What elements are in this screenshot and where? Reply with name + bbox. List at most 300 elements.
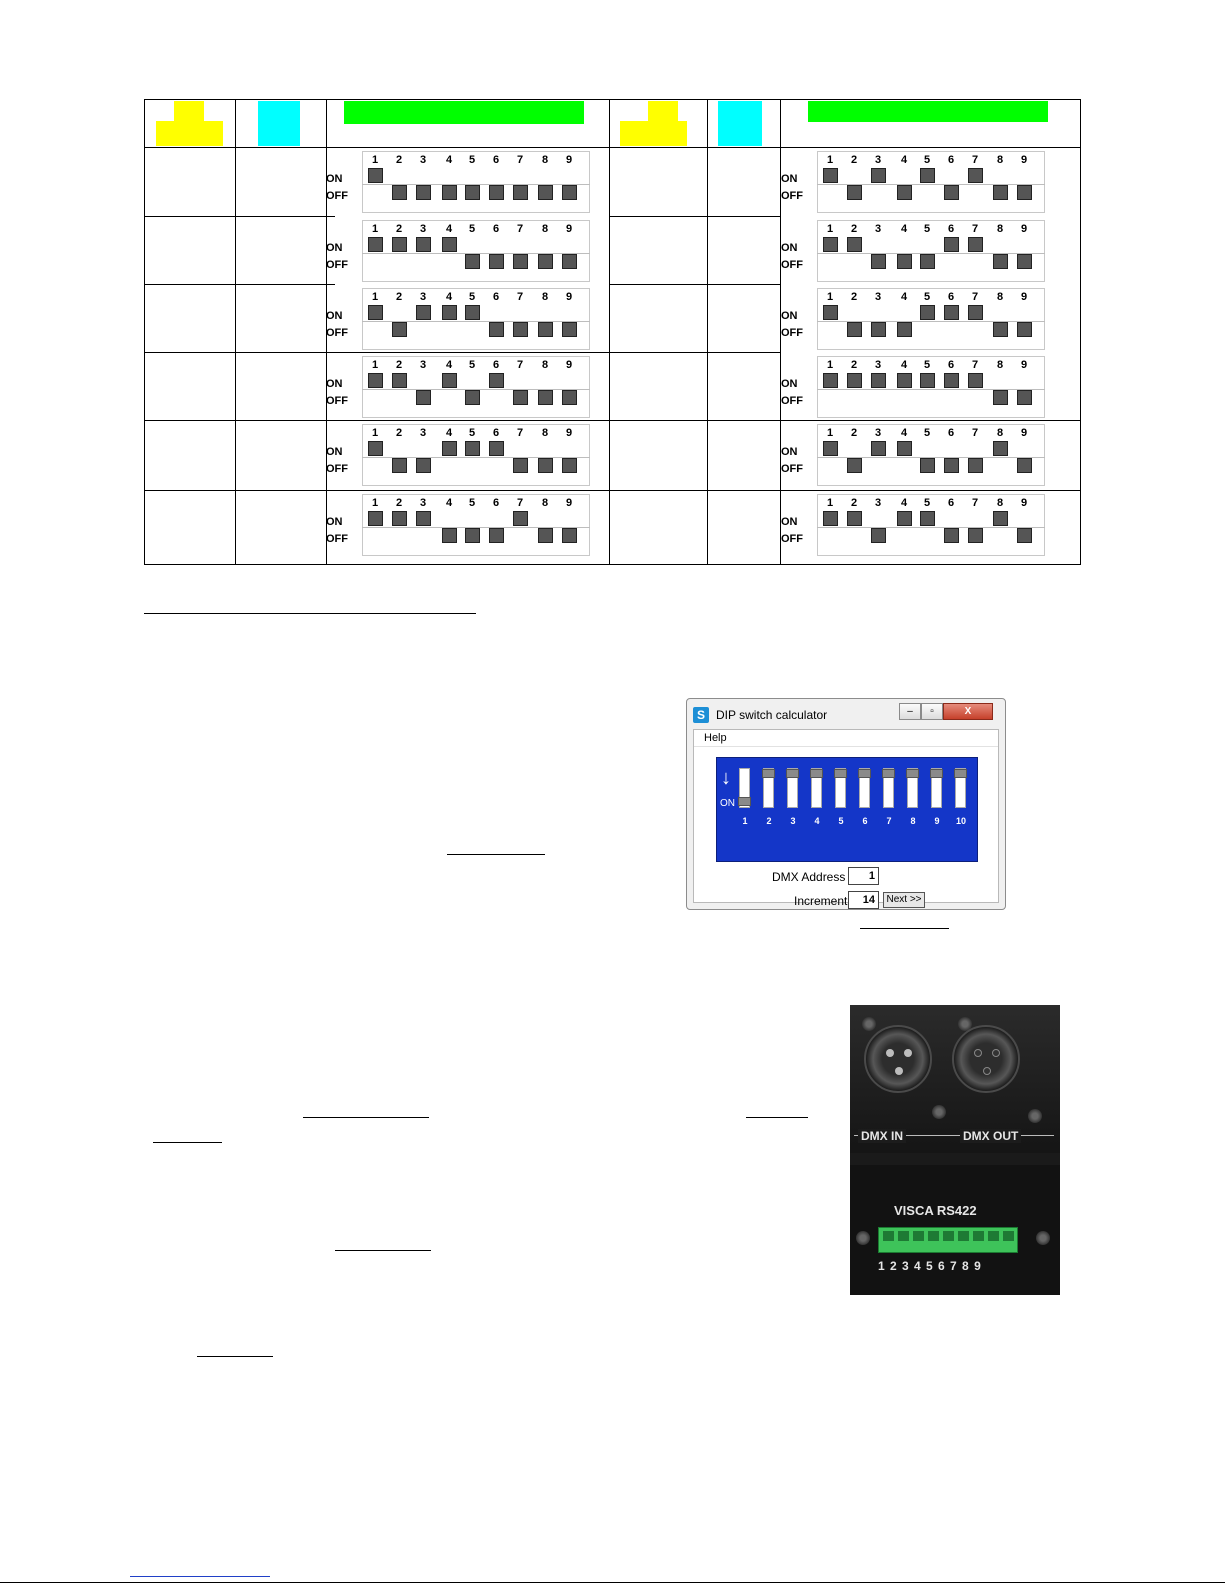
dip-number: 4 — [445, 291, 453, 303]
header-yellow-block — [156, 121, 223, 146]
dip-switch-right-row-4 — [781, 356, 1028, 418]
dip-switch-off — [538, 185, 553, 200]
dip-off-label: OFF — [326, 190, 348, 202]
calc-switch-number: 4 — [814, 816, 820, 826]
dip-switch-on — [823, 168, 838, 183]
dip-number: 5 — [468, 427, 476, 439]
dip-switch-on — [465, 305, 480, 320]
dip-switch-off — [562, 254, 577, 269]
table-col-divider — [235, 99, 236, 565]
dip-switch-on — [968, 373, 983, 388]
dip-switch-left-row-1 — [326, 151, 573, 213]
dip-switch-left-row-3 — [326, 288, 573, 350]
dip-switch-right-row-5 — [781, 424, 1028, 486]
connector-pin — [895, 1067, 903, 1075]
dip-off-label: OFF — [781, 395, 803, 407]
switch-knob — [930, 769, 943, 778]
dip-number: 6 — [947, 154, 955, 166]
table-row-divider — [144, 420, 609, 421]
dip-switch-off — [944, 458, 959, 473]
dip-number: 8 — [996, 223, 1004, 235]
dip-off-label: OFF — [781, 463, 803, 475]
screw — [862, 1017, 876, 1031]
table-border-left — [144, 99, 145, 565]
link-underline — [746, 1117, 808, 1118]
dip-switch-left-row-5 — [326, 424, 573, 486]
dip-switch-right-row-3 — [781, 288, 1028, 350]
dip-switch-off — [562, 528, 577, 543]
menu-help[interactable]: Help — [704, 732, 727, 744]
dip-number: 7 — [971, 427, 979, 439]
dmx-out-label: DMX OUT — [960, 1129, 1021, 1143]
dip-on-label: ON — [326, 378, 343, 390]
dip-switch-off — [897, 185, 912, 200]
dip-switch-on — [897, 373, 912, 388]
dip-switch-off — [513, 458, 528, 473]
dip-switch-off — [465, 528, 480, 543]
dip-number: 9 — [565, 223, 573, 235]
dip-switch-off — [920, 458, 935, 473]
dip-number: 9 — [565, 291, 573, 303]
screw — [856, 1231, 870, 1245]
dip-switch-on — [993, 441, 1008, 456]
dip-switch-off — [489, 254, 504, 269]
dip-number: 2 — [395, 154, 403, 166]
dip-number: 6 — [947, 359, 955, 371]
dip-switch-on — [871, 168, 886, 183]
dip-switch-on — [489, 441, 504, 456]
header-green-block — [808, 101, 1048, 122]
terminal-slot — [928, 1231, 939, 1241]
calc-switch-number: 3 — [790, 816, 796, 826]
dip-off-label: OFF — [781, 259, 803, 271]
dip-switch-off — [1017, 528, 1032, 543]
dip-number: 9 — [1020, 223, 1028, 235]
dip-switch-on — [968, 305, 983, 320]
dip-switch-on — [847, 237, 862, 252]
dip-on-label: ON — [326, 446, 343, 458]
dip-number: 8 — [996, 154, 1004, 166]
dip-number: 2 — [850, 359, 858, 371]
dip-switch-off — [920, 254, 935, 269]
dip-switch-off — [513, 390, 528, 405]
dip-number: 2 — [395, 359, 403, 371]
dip-number: 6 — [492, 223, 500, 235]
dip-number: 1 — [371, 427, 379, 439]
dip-off-label: OFF — [326, 463, 348, 475]
terminal-slot — [973, 1231, 984, 1241]
calc-switch-4[interactable] — [811, 768, 822, 808]
switch-knob — [834, 769, 847, 778]
dip-number: 3 — [419, 427, 427, 439]
dip-number: 1 — [371, 223, 379, 235]
dip-number: 1 — [826, 427, 834, 439]
dip-number: 6 — [947, 427, 955, 439]
dip-number: 9 — [565, 359, 573, 371]
dip-switch-off — [897, 322, 912, 337]
connector-panel-photo — [850, 1005, 1060, 1295]
dip-switch-off — [993, 254, 1008, 269]
maximize-button[interactable]: ▫ — [921, 703, 943, 720]
dip-switch-left-row-6 — [326, 494, 573, 556]
dip-switch-off — [392, 185, 407, 200]
dip-number: 1 — [371, 497, 379, 509]
table-border-top — [144, 99, 1081, 100]
dip-on-label: ON — [781, 516, 798, 528]
calc-switch-number: 2 — [766, 816, 772, 826]
dip-number: 9 — [565, 497, 573, 509]
calc-switch-1[interactable] — [739, 768, 750, 808]
screw — [932, 1105, 946, 1119]
dip-number: 1 — [826, 154, 834, 166]
next-button[interactable]: Next >> — [883, 892, 925, 908]
header-yellow-block — [174, 101, 204, 122]
dip-switch-panel — [716, 757, 978, 862]
dip-number: 1 — [826, 359, 834, 371]
dip-switch-off — [562, 185, 577, 200]
dip-number: 2 — [850, 497, 858, 509]
dip-number: 4 — [900, 497, 908, 509]
rs422-terminal-block — [878, 1227, 1018, 1253]
table-border-right — [1080, 99, 1081, 565]
dip-number: 3 — [419, 497, 427, 509]
dip-number: 4 — [900, 223, 908, 235]
dip-number: 9 — [1020, 291, 1028, 303]
dip-switch-off — [562, 458, 577, 473]
dip-number: 1 — [826, 497, 834, 509]
dip-switch-off — [465, 254, 480, 269]
dip-switch-off — [489, 322, 504, 337]
dip-number: 7 — [971, 291, 979, 303]
dip-divider — [817, 389, 1045, 390]
dip-switch-right-row-6 — [781, 494, 1028, 556]
dip-off-label: OFF — [326, 533, 348, 545]
dip-number: 5 — [923, 359, 931, 371]
dip-switch-on — [944, 237, 959, 252]
dip-switch-on — [871, 441, 886, 456]
dip-switch-on — [513, 511, 528, 526]
dmx-in-label: DMX IN — [858, 1129, 906, 1143]
dip-switch-on — [897, 511, 912, 526]
dip-on-label: ON — [781, 446, 798, 458]
dip-off-label: OFF — [326, 327, 348, 339]
dip-number: 8 — [541, 427, 549, 439]
dip-switch-off — [944, 528, 959, 543]
header-green-block — [344, 101, 584, 124]
header-yellow-block — [620, 121, 687, 146]
dip-number: 5 — [923, 223, 931, 235]
dip-switch-off — [847, 185, 862, 200]
terminal-slot — [898, 1231, 909, 1241]
dip-switch-off — [871, 528, 886, 543]
dip-number: 5 — [468, 154, 476, 166]
connector-socket — [992, 1049, 1000, 1057]
dmx-out-connector — [952, 1025, 1020, 1093]
menu-bar — [694, 730, 998, 747]
dip-on-label: ON — [326, 242, 343, 254]
calc-switch-3[interactable] — [787, 768, 798, 808]
dip-switch-on — [442, 373, 457, 388]
window-title: DIP switch calculator — [716, 708, 828, 722]
calc-switch-number: 1 — [742, 816, 748, 826]
dip-switch-on — [823, 373, 838, 388]
dip-switch-on — [920, 511, 935, 526]
table-row-divider — [609, 352, 780, 353]
dip-switch-off — [465, 390, 480, 405]
switch-knob — [786, 769, 799, 778]
switch-knob — [882, 769, 895, 778]
dip-switch-on — [465, 441, 480, 456]
dip-switch-off — [1017, 322, 1032, 337]
dip-switch-on — [489, 373, 504, 388]
link-underline — [447, 854, 545, 855]
dip-number: 8 — [541, 223, 549, 235]
dip-number: 8 — [541, 154, 549, 166]
terminal-slot — [883, 1231, 894, 1241]
dip-number: 6 — [947, 497, 955, 509]
calc-switch-7[interactable] — [883, 768, 894, 808]
connector-pin — [904, 1049, 912, 1057]
dip-number: 4 — [445, 154, 453, 166]
dip-number: 8 — [541, 497, 549, 509]
dip-number: 5 — [923, 497, 931, 509]
dip-number: 4 — [445, 359, 453, 371]
dip-switch-off — [968, 458, 983, 473]
dip-switch-off — [847, 322, 862, 337]
dip-switch-on — [392, 511, 407, 526]
dip-switch-on — [416, 511, 431, 526]
dip-number: 6 — [492, 497, 500, 509]
dip-switch-off — [538, 458, 553, 473]
dip-number: 4 — [900, 154, 908, 166]
dip-number: 5 — [468, 497, 476, 509]
dip-switch-right-row-1 — [781, 151, 1028, 213]
dip-switch-on — [368, 373, 383, 388]
calc-switch-number: 6 — [862, 816, 868, 826]
terminal-slot — [913, 1231, 924, 1241]
table-row-divider — [144, 147, 1081, 148]
dmx-address-field[interactable]: 1 — [848, 867, 879, 885]
dip-switch-on — [944, 305, 959, 320]
footer-link-underline — [130, 1576, 270, 1577]
dip-number: 6 — [947, 223, 955, 235]
dip-switch-off — [1017, 390, 1032, 405]
dip-switch-on — [442, 237, 457, 252]
header-yellow-block — [648, 101, 678, 122]
dip-switch-off — [1017, 458, 1032, 473]
dip-number: 7 — [971, 223, 979, 235]
table-row-divider — [144, 284, 335, 285]
dip-number: 5 — [923, 154, 931, 166]
visca-label: VISCA RS422 — [894, 1203, 977, 1218]
connector-socket — [974, 1049, 982, 1057]
terminal-slot — [943, 1231, 954, 1241]
page-bottom-rule — [0, 1582, 1225, 1583]
dip-number: 3 — [874, 291, 882, 303]
dip-switch-on — [368, 237, 383, 252]
dip-switch-on — [368, 305, 383, 320]
dip-number: 3 — [874, 359, 882, 371]
link-underline — [860, 928, 949, 929]
dip-switch-on — [944, 373, 959, 388]
dip-number: 7 — [516, 427, 524, 439]
calc-switch-2[interactable] — [763, 768, 774, 808]
calc-switch-number: 8 — [910, 816, 916, 826]
dip-switch-on — [968, 168, 983, 183]
dip-on-label: ON — [781, 242, 798, 254]
dip-switch-on — [416, 305, 431, 320]
dip-number: 8 — [996, 359, 1004, 371]
dip-number: 2 — [850, 223, 858, 235]
dip-switch-on — [442, 441, 457, 456]
header-cyan-block — [258, 101, 300, 146]
dip-number: 7 — [971, 154, 979, 166]
dip-number: 1 — [371, 291, 379, 303]
dip-switch-off — [513, 185, 528, 200]
dip-switch-on — [823, 441, 838, 456]
dip-on-label: ON — [326, 516, 343, 528]
calc-switch-9[interactable] — [931, 768, 942, 808]
dip-number: 2 — [395, 223, 403, 235]
calc-switch-8[interactable] — [907, 768, 918, 808]
connector-socket — [983, 1067, 991, 1075]
dip-switch-off — [871, 254, 886, 269]
calc-switch-6[interactable] — [859, 768, 870, 808]
dip-number: 1 — [371, 359, 379, 371]
dip-number: 2 — [395, 427, 403, 439]
dip-switch-on — [847, 373, 862, 388]
dip-number: 3 — [419, 359, 427, 371]
table-col-divider — [609, 99, 610, 565]
terminal-numbers: 1 2 3 4 5 6 7 8 9 — [878, 1259, 982, 1273]
connector-pin — [886, 1049, 894, 1057]
dip-switch-off — [968, 528, 983, 543]
dip-switch-on — [920, 305, 935, 320]
table-row-divider — [144, 490, 1081, 491]
dip-number: 5 — [923, 291, 931, 303]
dip-number: 9 — [1020, 154, 1028, 166]
dip-number: 6 — [492, 291, 500, 303]
switch-knob — [762, 769, 775, 778]
dmx-in-connector — [864, 1025, 932, 1093]
dip-number: 3 — [874, 497, 882, 509]
minimize-button[interactable]: ‒ — [899, 703, 921, 720]
switch-knob — [954, 769, 967, 778]
dip-number: 4 — [445, 223, 453, 235]
dip-number: 3 — [874, 427, 882, 439]
dip-on-label: ON — [781, 310, 798, 322]
table-row-divider — [144, 352, 609, 353]
dip-on-label: ON — [326, 173, 343, 185]
dip-switch-off — [538, 254, 553, 269]
dip-divider — [817, 527, 1045, 528]
dip-number: 4 — [445, 497, 453, 509]
dip-on-label: ON — [326, 310, 343, 322]
dip-switch-on — [847, 511, 862, 526]
dip-switch-on — [993, 511, 1008, 526]
link-underline — [335, 1250, 431, 1251]
dip-number: 9 — [565, 154, 573, 166]
link-underline — [303, 1117, 429, 1118]
dip-number: 9 — [1020, 427, 1028, 439]
table-row-divider — [144, 216, 335, 217]
dip-switch-off — [442, 185, 457, 200]
dip-switch-off — [847, 458, 862, 473]
switch-knob — [738, 797, 751, 806]
terminal-slot — [988, 1231, 999, 1241]
dip-switch-off — [871, 322, 886, 337]
dip-switch-on — [442, 305, 457, 320]
dip-number: 7 — [516, 497, 524, 509]
dip-switch-on — [416, 237, 431, 252]
dip-number: 2 — [850, 427, 858, 439]
dip-switch-on — [897, 441, 912, 456]
dip-number: 3 — [874, 223, 882, 235]
dip-switch-on — [920, 168, 935, 183]
dmx-address-label: DMX Address — [772, 870, 846, 884]
dip-switch-off — [416, 458, 431, 473]
dip-number: 7 — [516, 359, 524, 371]
dip-number: 1 — [371, 154, 379, 166]
dip-switch-off — [538, 322, 553, 337]
terminal-slot — [1003, 1231, 1014, 1241]
down-arrow-icon: ↓ — [721, 767, 731, 789]
on-label: ON — [720, 798, 735, 809]
table-col-divider — [707, 99, 708, 565]
header-cyan-block — [718, 101, 762, 146]
increment-field[interactable]: 14 — [848, 891, 879, 909]
window-titlebar[interactable] — [687, 699, 1005, 729]
dip-number: 7 — [516, 154, 524, 166]
table-row-divider — [609, 216, 780, 217]
dip-switch-off — [538, 528, 553, 543]
dip-switch-off — [392, 322, 407, 337]
dip-switch-off — [538, 390, 553, 405]
calc-switch-10[interactable] — [955, 768, 966, 808]
dip-switch-off — [465, 185, 480, 200]
dip-number: 7 — [516, 291, 524, 303]
calc-switch-5[interactable] — [835, 768, 846, 808]
dip-number: 5 — [468, 291, 476, 303]
dip-number: 9 — [565, 427, 573, 439]
switch-knob — [810, 769, 823, 778]
dip-number: 1 — [826, 291, 834, 303]
dip-number: 6 — [492, 427, 500, 439]
dip-switch-left-row-2 — [326, 220, 573, 282]
increment-label: Increment — [794, 894, 848, 908]
dip-switch-on — [823, 511, 838, 526]
dip-number: 9 — [1020, 359, 1028, 371]
close-button[interactable]: X — [943, 703, 993, 720]
dip-switch-on — [823, 237, 838, 252]
dip-switch-on — [823, 305, 838, 320]
dip-number: 5 — [923, 427, 931, 439]
switch-knob — [858, 769, 871, 778]
dip-number: 7 — [971, 497, 979, 509]
calc-switch-number: 9 — [934, 816, 940, 826]
screw — [1036, 1231, 1050, 1245]
dip-number: 2 — [395, 497, 403, 509]
dip-number: 2 — [850, 154, 858, 166]
dip-number: 8 — [541, 291, 549, 303]
dip-off-label: OFF — [781, 190, 803, 202]
dip-number: 7 — [516, 223, 524, 235]
dip-switch-off — [416, 390, 431, 405]
dip-number: 6 — [492, 154, 500, 166]
dip-switch-off — [1017, 254, 1032, 269]
dip-switch-on — [920, 373, 935, 388]
window-client-area — [693, 729, 999, 908]
